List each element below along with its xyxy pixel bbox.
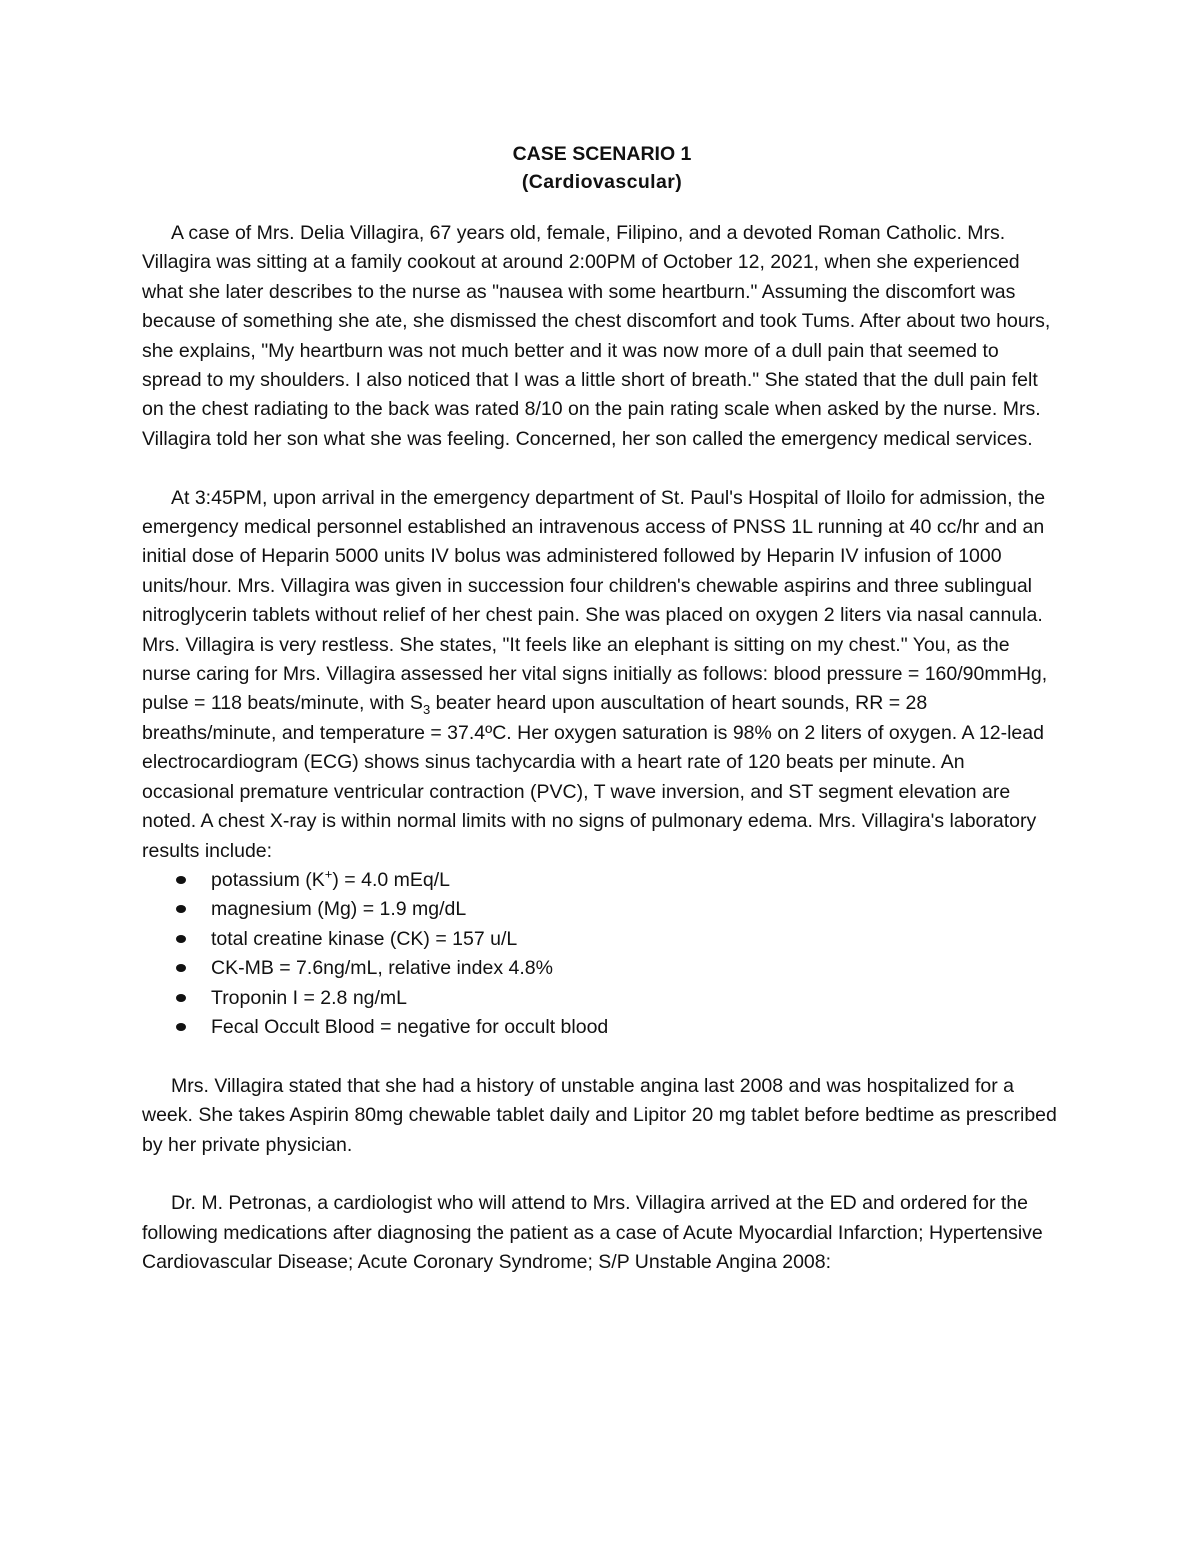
lab-item-ck: [142, 925, 1062, 954]
paragraph-spacer: [142, 1042, 1062, 1071]
lab-item-text: Fecal Occult Blood = negative for occult blood: [211, 1015, 609, 1038]
lab-results-list: [142, 866, 1062, 1042]
paragraph-spacer: [142, 1160, 1062, 1189]
s3-subscript: 3: [422, 702, 431, 718]
lab-item-fecal-occult-blood: [142, 1013, 1062, 1042]
paragraph-4: Dr. M. Petronas, a cardiologist who will attend to Mrs. Villagira arrived at the ED and ordered for the following medications after diagnosing the patient as a case of Acute Myocardial Infarction; Hypertensive Cardiovascular Disease; Acute Coronary Syndrome; S/P Unstable Angina 2008:: [142, 1192, 1043, 1274]
document-page: [142, 140, 1062, 1278]
bullet-icon: [176, 964, 186, 972]
lab-item-text: magnesium (Mg) = 1.9 mg/dL: [211, 898, 467, 921]
lab-potassium-prefix: potassium (K: [211, 868, 325, 891]
lab-potassium-superscript: +: [324, 866, 333, 882]
paragraph-2-text-b: beater heard upon auscultation of heart sounds, RR = 28 breaths/minute, and temperature = 37.4ºC. Her oxygen saturation is 98% on 2 liters of oxygen. A 12-lead electrocardiogram (ECG) shows sinus tachycardia with a heart rate of 120 beats per minute. An occasional premature ventricular contraction (PVC), T wave inversion, and ST segment elevation are noted. A chest X-ray is within normal limits with no signs of pulmonary edema. Mrs. Villagira's laboratory results include:: [142, 692, 1044, 862]
lab-item-potassium: [142, 866, 1062, 895]
paragraph-1: A case of Mrs. Delia Villagira, 67 years old, female, Filipino, and a devoted Roman Catholic. Mrs. Villagira was sitting at a family cookout at around 2:00PM of October 12, 2021, when she experienced what she later describes to the nurse as "nausea with some heartburn." Assuming the discomfort was because of something she ate, she dismissed the chest discomfort and took Tums. After about two hours, she explains, "My heartburn was not much better and it was now more of a dull pain that seemed to spread to my shoulders. I also noticed that I was a little short of breath." She stated that the dull pain felt on the chest radiating to the back was rated 8/10 on the pain rating scale when asked by the nurse. Mrs. Villagira told her son what she was feeling. Concerned, her son called the emergency medical services.: [142, 222, 1051, 450]
bullet-icon: [176, 905, 186, 913]
bullet-icon: [176, 935, 186, 943]
bullet-icon: [176, 994, 186, 1002]
document-title: CASE SCENARIO 1: [512, 143, 692, 165]
lab-item-ckmb: [142, 954, 1062, 983]
paragraph-2: [142, 484, 1062, 866]
bullet-icon: [176, 876, 186, 884]
paragraph-3: Mrs. Villagira stated that she had a history of unstable angina last 2008 and was hospitalized for a week. She takes Aspirin 80mg chewable tablet daily and Lipitor 20 mg tablet before bedtime as prescribed by her private physician.: [142, 1074, 1057, 1156]
lab-item-text: Troponin I = 2.8 ng/mL: [211, 986, 408, 1009]
document-subtitle: (Cardiovascular): [521, 171, 683, 193]
lab-item-text: CK-MB = 7.6ng/mL, relative index 4.8%: [211, 957, 553, 980]
paragraph-spacer: [142, 454, 1062, 483]
bullet-icon: [176, 1023, 186, 1031]
lab-potassium-suffix: ) = 4.0 mEq/L: [332, 868, 450, 891]
lab-item-troponin: [142, 984, 1062, 1013]
paragraph-2-text-a: At 3:45PM, upon arrival in the emergency department of St. Paul's Hospital of Iloilo for admission, the emergency medical personnel established an intravenous access of PNSS 1L running at 40 cc/hr and an initial dose of Heparin 5000 units IV bolus was administered followed by Heparin IV infusion of 1000 units/hour. Mrs. Villagira was given in succession four children's chewable aspirins and three sublingual nitroglycerin tablets without relief of her chest pain. She was placed on oxygen 2 liters via nasal cannula. Mrs. Villagira is very restless. She states, "It feels like an elephant is sitting on my chest." You, as the nurse caring for Mrs. Villagira assessed her vital signs initially as follows: blood pressure = 160/90mmHg, pulse = 118 beats/minute, with S: [142, 486, 1048, 715]
lab-item-text: total creatine kinase (CK) = 157 u/L: [211, 927, 518, 950]
lab-item-magnesium: [142, 895, 1062, 924]
